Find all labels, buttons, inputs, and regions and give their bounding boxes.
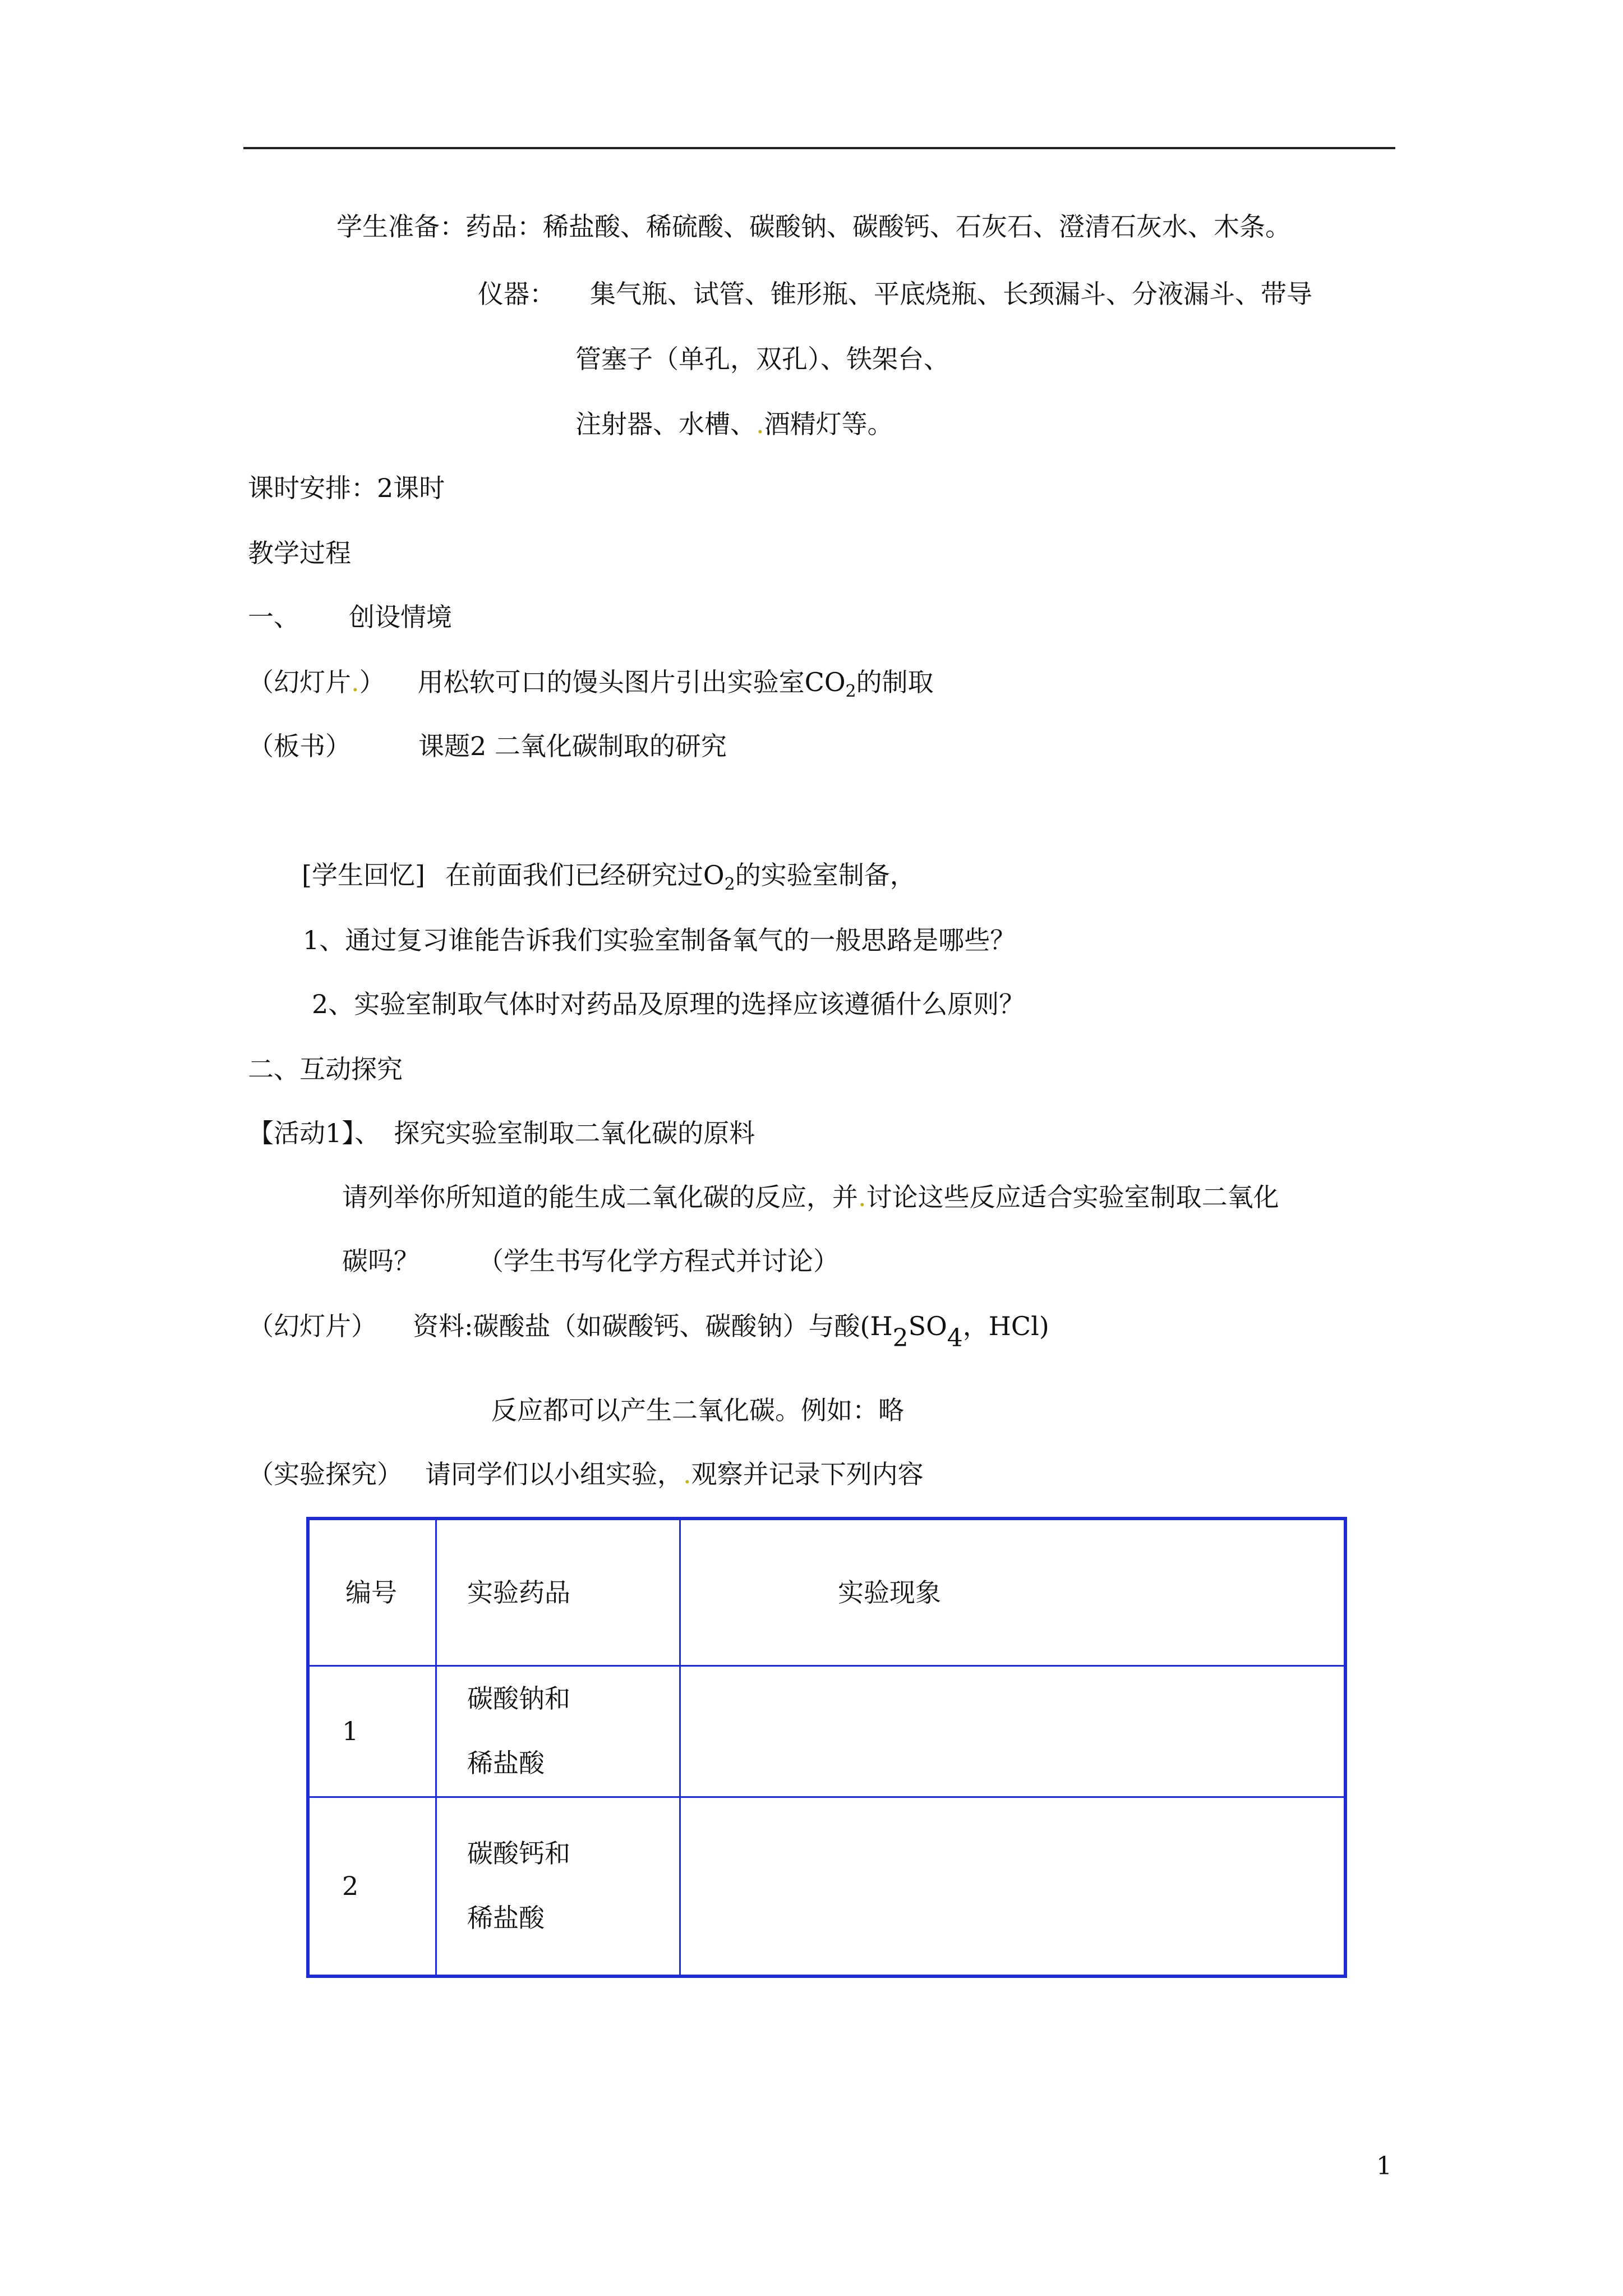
slide2-line (248, 1309, 1049, 1352)
slide1-label: （幻灯片 (248, 667, 351, 697)
row-drug: 碳酸钠和 稀盐酸 (436, 1665, 680, 1797)
slide1-text-post: 的制取 (856, 667, 934, 697)
activity1-text: 探究实验室制取二氧化碳的原料 (394, 1118, 755, 1148)
experiment-text: 请同学们以小组实验， (425, 1459, 683, 1489)
row-phenomenon[interactable] (680, 1665, 1346, 1797)
board-line (248, 729, 727, 763)
slide1-label-end: ） (359, 667, 385, 697)
header-cell-no: 编号 (308, 1519, 436, 1665)
recall-line (302, 858, 916, 892)
table-header-row (308, 1519, 1345, 1665)
recall-label: [学生回忆] (302, 860, 425, 890)
section2-heading: 二、互动探究 (248, 1054, 403, 1084)
activity1-line (248, 1116, 755, 1150)
slide1-text: 用松软可口的馒头图片引出实验室CO (417, 667, 846, 697)
prep-instruments-line-2 (575, 342, 949, 376)
section1-title: 创设情境 (349, 602, 452, 632)
prep-instruments-3a: 注射器、水槽、 (575, 409, 756, 439)
slide2-text: 资料:碳酸盐（如碳酸钙、碳酸钠）与酸(H (413, 1311, 893, 1341)
experiment-line: （实验探究） 请同学们以小组实验，.观察并记录下列内容 (248, 1459, 924, 1489)
prompt-text-1b: 讨论这些反应适合实验室制取二氧化 (866, 1182, 1279, 1212)
page-number: 1 (1376, 2152, 1392, 2180)
prep-instruments-2: 管塞子（单孔，双孔）、铁架台、 (575, 344, 949, 374)
header-cell-phenomenon: 实验现象 (680, 1519, 1346, 1665)
header-rule (243, 147, 1395, 149)
slide1-line: （幻灯片.） 用松软可口的馒头图片引出实验室$CO_2$的制取 (248, 667, 934, 701)
row-phenomenon[interactable] (680, 1797, 1346, 1976)
prompt-note: （学生书写化学方程式并讨论） (478, 1246, 839, 1276)
activity1-label: 【活动1】、 (248, 1118, 381, 1148)
recall-sub: 2 (724, 875, 735, 894)
section1-heading (248, 600, 452, 634)
section1-number: 一、 (248, 602, 299, 632)
slide1-sub: 2 (845, 682, 856, 701)
prep-instruments-line (478, 277, 1312, 311)
prep-drugs-line (336, 210, 1291, 243)
prompt-text-2: 碳吗？ (342, 1246, 419, 1276)
question-1: 1、通过复习谁能告诉我们实验室制备氧气的一般思路是哪些？ (303, 925, 1016, 955)
prep-students-label: 学生准备： (336, 211, 465, 242)
slide2-label: （幻灯片） (248, 1311, 377, 1341)
experiment-table (306, 1517, 1347, 1978)
row-drug: 碳酸钙和 稀盐酸 (436, 1797, 680, 1976)
prompt-line-1: 请列举你所知道的能生成二氧化碳的反应，并.讨论这些反应适合实验室制取二氧化 (342, 1182, 1279, 1212)
slide2-text-post: ，HCl) (962, 1311, 1049, 1341)
slide2-mid: SO (908, 1311, 947, 1341)
prep-drugs-label: 药品： (465, 211, 543, 242)
board-label: （板书） (248, 731, 351, 761)
prep-instruments-line-3 (575, 407, 893, 441)
board-text: 课题2 二氧化碳制取的研究 (418, 731, 727, 761)
experiment-label: （实验探究） (248, 1459, 403, 1489)
recall-text: 在前面我们已经研究过O (445, 860, 725, 890)
prep-drugs: 稀盐酸、稀硫酸、碳酸钠、碳酸钙、石灰石、澄清石灰水、木条。 (543, 211, 1291, 242)
header-cell-drug: 实验药品 (436, 1519, 680, 1665)
process-title: 教学过程 (248, 538, 351, 568)
question-2: 2、实验室制取气体时对药品及原理的选择应该遵循什么原则？ (312, 989, 1025, 1019)
experiment-text-post: 观察并记录下列内容 (691, 1459, 924, 1489)
prep-instruments-1: 集气瓶、试管、锥形瓶、平底烧瓶、长颈漏斗、分液漏斗、带导 (590, 279, 1312, 309)
prompt-line-2 (342, 1244, 839, 1278)
prep-instruments-3b: 酒精灯等。 (764, 409, 893, 439)
table-row (308, 1797, 1345, 1976)
slide2-sub1: 2 (892, 1324, 909, 1352)
row-no: 1 (308, 1665, 436, 1797)
slide2-sub2: 4 (947, 1324, 963, 1352)
prompt-text-1a: 请列举你所知道的能生成二氧化碳的反应，并 (342, 1182, 858, 1212)
table-row (308, 1665, 1345, 1797)
slide2-line-2: 反应都可以产生二氧化碳。例如：略 (491, 1395, 904, 1425)
row-no: 2 (308, 1797, 436, 1976)
schedule: 课时安排：2课时 (248, 473, 445, 503)
recall-text-post: 的实验室制备， (735, 860, 916, 890)
prep-instruments-label: 仪器： (478, 279, 555, 309)
stray-dot: . (756, 409, 764, 439)
